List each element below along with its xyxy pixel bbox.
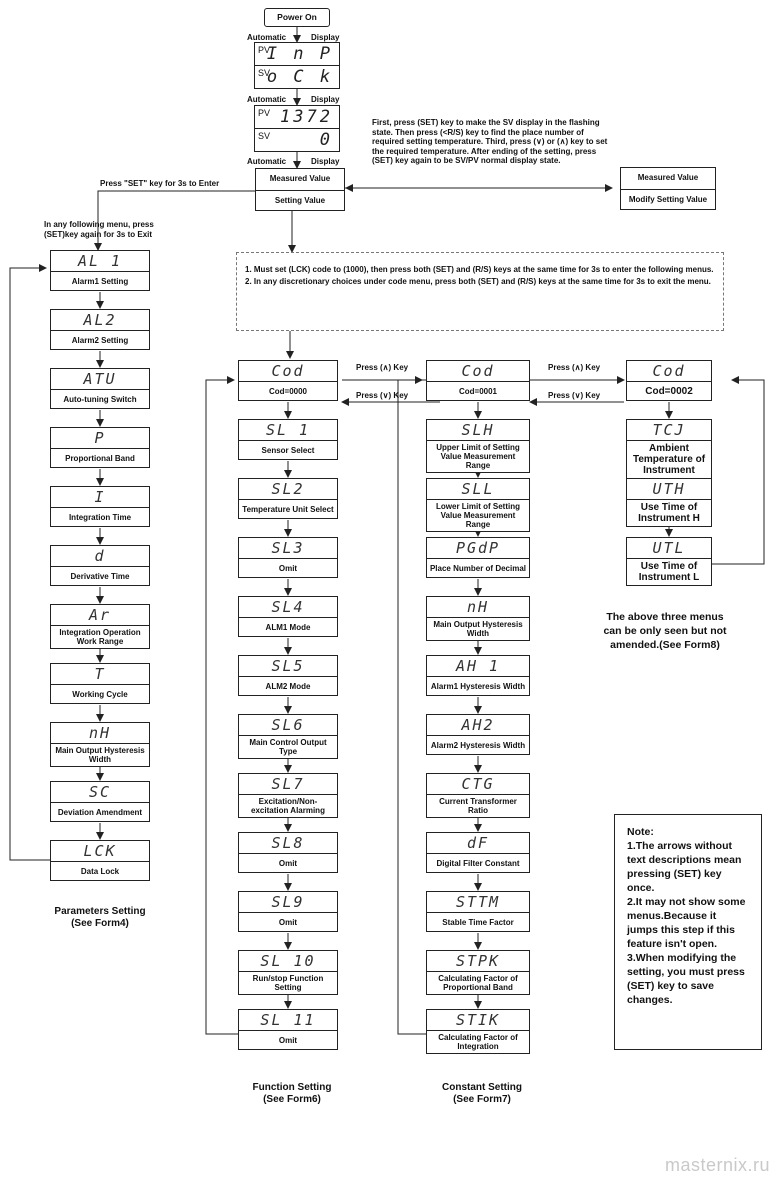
segment-code: Cod [426, 360, 530, 382]
segment-code: SL9 [238, 891, 338, 913]
menu-label: Sensor Select [238, 441, 338, 460]
press-down-label-1: Press (∨) Key [356, 391, 409, 400]
function-menu-item [238, 950, 338, 995]
segment-code: nH [50, 722, 150, 744]
display-label-2: Display [311, 95, 340, 104]
main-display-box [255, 168, 345, 211]
segment-code: SLH [426, 419, 530, 441]
segment-code: AH 1 [426, 655, 530, 677]
segment-code: T [50, 663, 150, 685]
sv-value: 0 [319, 130, 333, 150]
menu-label: Calculating Factor of Proportional Band [426, 972, 530, 995]
constant-menu-item [426, 773, 530, 818]
menu-label: Use Time of Instrument L [626, 559, 712, 586]
menu-label: Place Number of Decimal [426, 559, 530, 578]
press-set-enter-label: Press "SET" key for 3s to Enter [100, 179, 220, 188]
function-menu-item [238, 891, 338, 932]
menu-label: ALM2 Mode [238, 677, 338, 696]
menu-label: Lower Limit of Setting Value Measurement Range [426, 500, 530, 532]
press-up-label-2: Press (∧) Key [548, 363, 601, 372]
exit-note: In any following menu, press (SET)key again for 3s to Exit [44, 220, 154, 239]
menu-label: Current Transformer Ratio [426, 795, 530, 818]
constant-menu-item [426, 832, 530, 873]
menu-label: Main Control Output Type [238, 736, 338, 759]
display-label-3: Display [311, 157, 340, 166]
parameters-menu-item [50, 840, 150, 881]
menu-label: ALM1 Mode [238, 618, 338, 637]
menu-label: Alarm1 Setting [50, 272, 150, 291]
constant-menu-item [426, 655, 530, 696]
menu-label: Alarm1 Hysteresis Width [426, 677, 530, 696]
menu-label: Calculating Factor of Integration [426, 1031, 530, 1054]
segment-code: d [50, 545, 150, 567]
function-menu-item [238, 832, 338, 873]
pv-value: 1372 [280, 107, 333, 127]
menu-label: Use Time of Instrument H [626, 500, 712, 527]
menu-label: Excitation/Non-excitation Alarming [238, 795, 338, 818]
segment-code: Ar [50, 604, 150, 626]
sv-tag: SV [258, 68, 271, 78]
menu-label: Digital Filter Constant [426, 854, 530, 873]
segment-code: TCJ [626, 419, 712, 441]
function-menu-item [238, 537, 338, 578]
instrument-menu-item [626, 360, 712, 401]
segment-code: SC [50, 781, 150, 803]
menu-label: Omit [238, 854, 338, 873]
display-label-1: Display [311, 33, 340, 42]
menu-label: Omit [238, 559, 338, 578]
instrument-menu-item [626, 419, 712, 479]
parameters-menu-item [50, 486, 150, 527]
parameters-menu-item [50, 427, 150, 468]
code-instructions-box [236, 252, 724, 331]
segment-code: PGdP [426, 537, 530, 559]
segment-code: Cod [626, 360, 712, 382]
menu-label: Deviation Amendment [50, 803, 150, 822]
setting-value-label: Setting Value [274, 196, 326, 205]
constant-menu-item [426, 419, 530, 473]
segment-code: STIK [426, 1009, 530, 1031]
menu-label: Run/stop Function Setting [238, 972, 338, 995]
code-instruction-1: 1. Must set (LCK) code to (1000), then press both (SET) and (R/S) keys at the same time for 3s to enter the following menus. [245, 265, 714, 274]
segment-code: AH2 [426, 714, 530, 736]
instrument-note: The above three menus can be only seen but not amended.(See Form8) [603, 611, 727, 651]
press-up-label-1: Press (∧) Key [356, 363, 409, 372]
startup-display-range [254, 105, 340, 152]
segment-code: Cod [238, 360, 338, 382]
segment-code: dF [426, 832, 530, 854]
function-menu-item [238, 773, 338, 818]
startup-display-input [254, 42, 340, 89]
note-title: Note: [627, 826, 654, 838]
segment-code: ATU [50, 368, 150, 390]
parameters-menu-item [50, 545, 150, 586]
segment-code: LCK [50, 840, 150, 862]
power-on-box: Power On [264, 8, 330, 27]
parameters-loop-line [10, 268, 50, 860]
constant-loop-line [398, 380, 426, 1034]
modify-setting-value-label: Modify Setting Value [628, 195, 708, 204]
constant-menu-item [426, 1009, 530, 1054]
automatic-label-2: Automatic [247, 95, 287, 104]
segment-code: SL 1 [238, 419, 338, 441]
constant-menu-item [426, 891, 530, 932]
function-menu-item [238, 655, 338, 696]
constant-menu-item [426, 360, 530, 401]
function-menu-item [238, 419, 338, 460]
note-item: 3.When modifying the setting, you must press (SET) key to save changes. [627, 952, 745, 1006]
constant-menu-item [426, 478, 530, 532]
function-menu-item [238, 596, 338, 637]
menu-label: Cod=0001 [426, 382, 530, 401]
parameters-menu-item [50, 722, 150, 767]
parameters-menu-item [50, 250, 150, 291]
note-item: 1.The arrows without text descriptions mean pressing (SET) key once. [627, 840, 742, 894]
pv-tag: PV [258, 108, 271, 118]
segment-code: SL5 [238, 655, 338, 677]
function-menu-item [238, 478, 338, 519]
segment-code: I [50, 486, 150, 508]
segment-code: STPK [426, 950, 530, 972]
menu-label: Integration Operation Work Range [50, 626, 150, 649]
automatic-label-3: Automatic [247, 157, 287, 166]
parameters-menu-item [50, 368, 150, 409]
parameters-menu-item [50, 781, 150, 822]
note-box [614, 814, 762, 1050]
pv-value: I n P [266, 44, 333, 64]
segment-code: UTL [626, 537, 712, 559]
menu-label: Derivative Time [50, 567, 150, 586]
menu-label: Stable Time Factor [426, 913, 530, 932]
segment-code: AL 1 [50, 250, 150, 272]
set-sv-instructions: First, press (SET) key to make the SV display in the flashing state. Then press (<R/S) key to find the place number of required setting temperature. Third, press (∨) or (∧) key to set the required temperature. After ending of the setting, press (SET) key again to be SV/PV normal display state. [372, 118, 608, 165]
segment-code: P [50, 427, 150, 449]
menu-label: Omit [238, 913, 338, 932]
constant-menu-item [426, 537, 530, 578]
function-menu-item [238, 1009, 338, 1050]
segment-code: STTM [426, 891, 530, 913]
menu-label: Cod=0002 [626, 382, 712, 401]
constant-caption: Constant Setting (See Form7) [442, 1082, 522, 1105]
note-item: 2.It may not show some menus.Because it jumps this step if this feature isn't open. [627, 896, 746, 950]
function-menu-item [238, 714, 338, 759]
menu-label: Alarm2 Setting [50, 331, 150, 350]
menu-label: Alarm2 Hysteresis Width [426, 736, 530, 755]
menu-label: Upper Limit of Setting Value Measurement Range [426, 441, 530, 473]
function-menu-item [238, 360, 338, 401]
menu-label: Temperature Unit Select [238, 500, 338, 519]
segment-code: SL8 [238, 832, 338, 854]
menu-label: Integration Time [50, 508, 150, 527]
segment-code: SLL [426, 478, 530, 500]
menu-label: Auto-tuning Switch [50, 390, 150, 409]
menu-label: Working Cycle [50, 685, 150, 704]
segment-code: SL3 [238, 537, 338, 559]
automatic-label-1: Automatic [247, 33, 287, 42]
parameters-caption: Parameters Setting (See Form4) [54, 906, 146, 929]
segment-code: SL 11 [238, 1009, 338, 1031]
segment-code: SL 10 [238, 950, 338, 972]
measured-value-label: Measured Value [621, 168, 715, 190]
parameters-menu-item [50, 604, 150, 649]
segment-code: UTH [626, 478, 712, 500]
segment-code: SL6 [238, 714, 338, 736]
parameters-menu-item [50, 663, 150, 704]
menu-label: Omit [238, 1031, 338, 1050]
constant-menu-item [426, 596, 530, 641]
menu-label: Data Lock [50, 862, 150, 881]
segment-code: AL2 [50, 309, 150, 331]
sv-value: o C k [266, 67, 333, 87]
instrument-menu-item [626, 537, 712, 586]
measured-value-label: Measured Value [256, 169, 344, 191]
pv-tag: PV [258, 45, 271, 55]
instrument-loop-line [712, 380, 764, 564]
modify-display-box [620, 167, 716, 210]
menu-label: Proportional Band [50, 449, 150, 468]
segment-code: CTG [426, 773, 530, 795]
segment-code: SL2 [238, 478, 338, 500]
segment-code: SL4 [238, 596, 338, 618]
code-instruction-2: 2. In any discretionary choices under code menu, press both (SET) and (R/S) keys at the same time for 3s to exit the menu. [245, 276, 711, 286]
constant-menu-item [426, 714, 530, 755]
menu-label: Main Output Hysteresis Width [426, 618, 530, 641]
constant-menu-item [426, 950, 530, 995]
parameters-menu-item [50, 309, 150, 350]
function-caption: Function Setting (See Form6) [252, 1082, 332, 1105]
instrument-menu-item [626, 478, 712, 527]
function-loop-line [206, 380, 238, 1034]
segment-code: SL7 [238, 773, 338, 795]
watermark: masternix.ru [664, 1155, 770, 1175]
press-down-label-2: Press (∨) Key [548, 391, 601, 400]
menu-label: Ambient Temperature of Instrument [626, 441, 712, 479]
menu-label: Cod=0000 [238, 382, 338, 401]
menu-label: Main Output Hysteresis Width [50, 744, 150, 767]
sv-tag: SV [258, 131, 271, 141]
segment-code: nH [426, 596, 530, 618]
